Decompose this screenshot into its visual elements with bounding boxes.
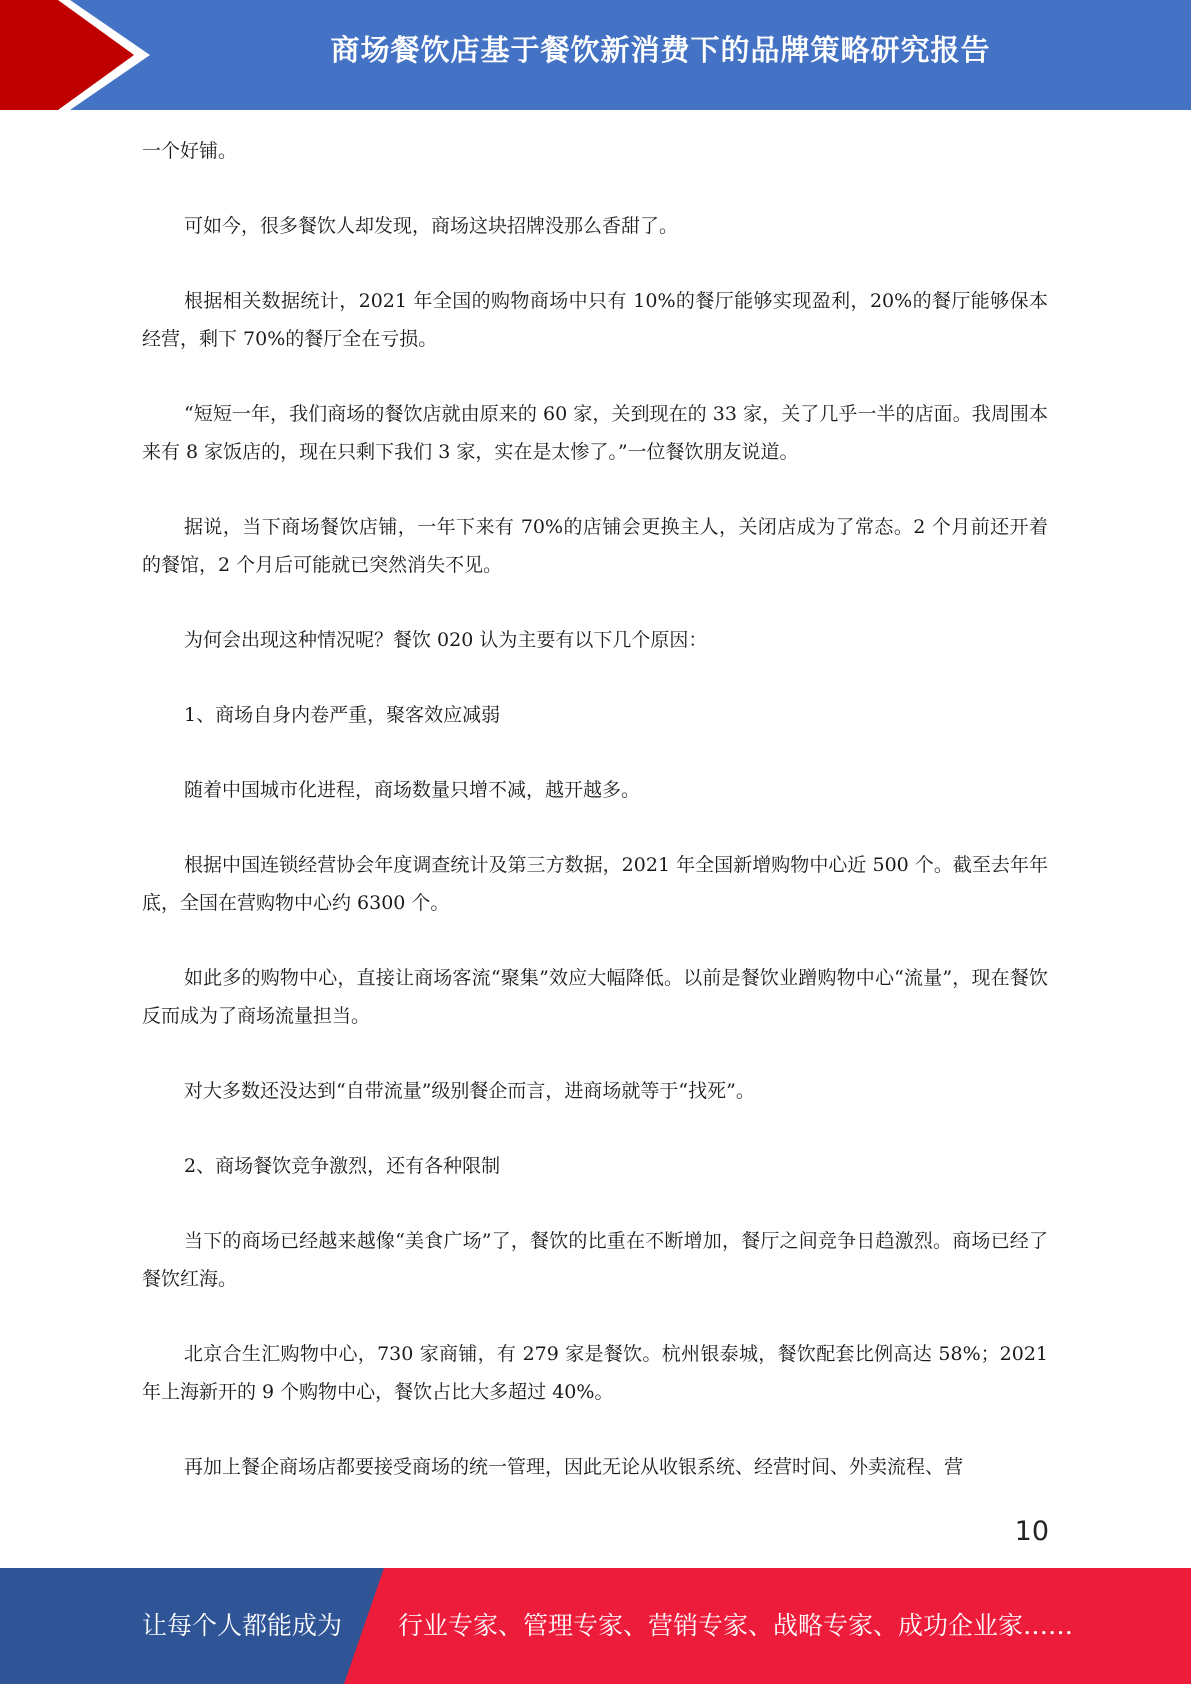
paragraph: 如此多的购物中心，直接让商场客流“聚集”效应大幅降低。以前是餐饮业蹭购物中心“流量”，现在餐饮反而成为了商场流量担当。 [142,967,1048,1027]
paragraph: 根据中国连锁经营协会年度调查统计及第三方数据，2021 年全国新增购物中心近 500 个。截至去年年底，全国在营购物中心约 6300 个。 [142,854,1048,914]
paragraph: 据说，当下商场餐饮店铺，一年下来有 70%的店铺会更换主人，关闭店成为了常态。2 个月前还开着的餐馆，2 个月后可能就已突然消失不见。 [142,516,1048,576]
paragraph: 可如今，很多餐饮人却发现，商场这块招牌没那么香甜了。 [184,215,679,237]
header-banner [0,0,1191,110]
footer-slogan-left: 让每个人都能成为 [142,1611,343,1640]
paragraph: 一个好铺。 [142,140,238,162]
paragraph: 根据相关数据统计，2021 年全国的购物商场中只有 10%的餐厅能够实现盈利，20%的餐厅能够保本经营，剩下 70%的餐厅全在亏损。 [142,290,1048,350]
footer-slogan-right: 行业专家、管理专家、营销专家、战略专家、成功企业家…… [398,1611,1074,1640]
paragraph: 随着中国城市化进程，商场数量只增不减，越开越多。 [184,779,641,801]
paragraph: 再加上餐企商场店都要接受商场的统一管理，因此无论从收银系统、经营时间、外卖流程、营 [184,1456,964,1478]
paragraph: 对大多数还没达到“自带流量”级别餐企而言，进商场就等于“找死”。 [184,1080,755,1102]
red-chevron-decoration [0,0,160,110]
page-number: 10 [1014,1516,1049,1547]
paragraph: 当下的商场已经越来越像“美食广场”了，餐饮的比重在不断增加，餐厅之间竞争日趋激烈。商场已经了餐饮红海。 [142,1230,1048,1290]
document-body [142,132,1048,1523]
section-heading: 1、商场自身内卷严重，聚客效应减弱 [184,704,501,726]
report-title: 商场餐饮店基于餐饮新消费下的品牌策略研究报告 [330,33,991,67]
paragraph: “短短一年，我们商场的餐饮店就由原来的 60 家，关到现在的 33 家，关了几乎一半的店面。我周围本来有 8 家饭店的，现在只剩下我们 3 家，实在是太惨了。”一位餐饮朋友说道。 [142,403,1048,463]
section-heading: 2、商场餐饮竞争激烈，还有各种限制 [184,1155,501,1177]
paragraph: 为何会出现这种情况呢？餐饮 020 认为主要有以下几个原因： [184,629,708,651]
footer-banner [0,1568,1191,1684]
paragraph: 北京合生汇购物中心，730 家商铺，有 279 家是餐饮。杭州银泰城，餐饮配套比例高达 58%；2021 年上海新开的 9 个购物中心，餐饮占比大多超过 40%。 [142,1343,1048,1403]
